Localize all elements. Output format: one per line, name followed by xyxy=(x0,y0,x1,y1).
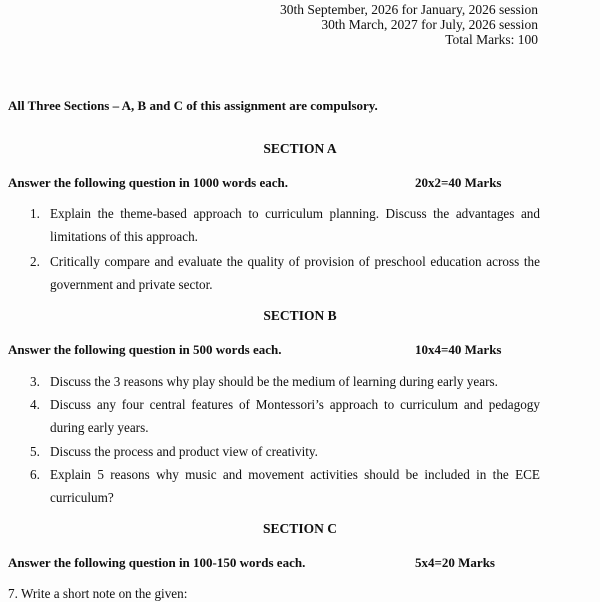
section-b-marks: 10x4=40 Marks xyxy=(415,342,502,357)
question-number: 5. xyxy=(30,444,40,459)
section-c-instruction: Answer the following question in 100-150 words each. xyxy=(8,555,306,570)
question-5 xyxy=(30,440,540,463)
deadline-january-session: 30th September, 2026 for January, 2026 session xyxy=(279,2,538,17)
question-number: 4. xyxy=(30,397,40,412)
question-text: Discuss the 3 reasons why play should be the medium of learning during early years. xyxy=(50,374,498,389)
question-3 xyxy=(30,370,540,393)
section-a-instruction: Answer the following question in 1000 words each. xyxy=(8,175,289,190)
question-number: 7. xyxy=(8,586,18,601)
section-a-title: SECTION A xyxy=(263,141,337,156)
question-6 xyxy=(30,463,540,509)
question-text: Critically compare and evaluate the quality of provision of preschool education across the government and private sector. xyxy=(50,254,540,292)
section-c-title: SECTION C xyxy=(263,521,337,536)
question-number: 2. xyxy=(30,254,40,269)
question-text: Discuss any four central features of Montessori’s approach to curriculum and pedagogy during early years. xyxy=(50,397,540,435)
deadline-july-session: 30th March, 2027 for July, 2026 session xyxy=(321,17,538,32)
question-number: 6. xyxy=(30,467,40,482)
question-1 xyxy=(30,202,540,248)
question-2 xyxy=(30,250,540,296)
question-text: Write a short note on the given: xyxy=(20,586,188,601)
section-a-marks: 20x2=40 Marks xyxy=(415,175,502,190)
question-text: Explain the theme-based approach to curriculum planning. Discuss the advantages and limitations of this approach. xyxy=(50,206,540,244)
question-number: 1. xyxy=(30,206,40,221)
question-text: Discuss the process and product view of creativity. xyxy=(50,444,318,459)
section-b-title: SECTION B xyxy=(263,308,337,323)
total-marks: Total Marks: 100 xyxy=(445,32,538,47)
question-number: 3. xyxy=(30,374,40,389)
question-4 xyxy=(30,393,540,439)
section-b-instruction: Answer the following question in 500 words each. xyxy=(8,342,282,357)
question-text: Explain 5 reasons why music and movement activities should be included in the ECE curriculum? xyxy=(50,467,540,505)
general-instruction: All Three Sections – A, B and C of this assignment are compulsory. xyxy=(8,98,378,113)
section-c-marks: 5x4=20 Marks xyxy=(415,555,495,570)
